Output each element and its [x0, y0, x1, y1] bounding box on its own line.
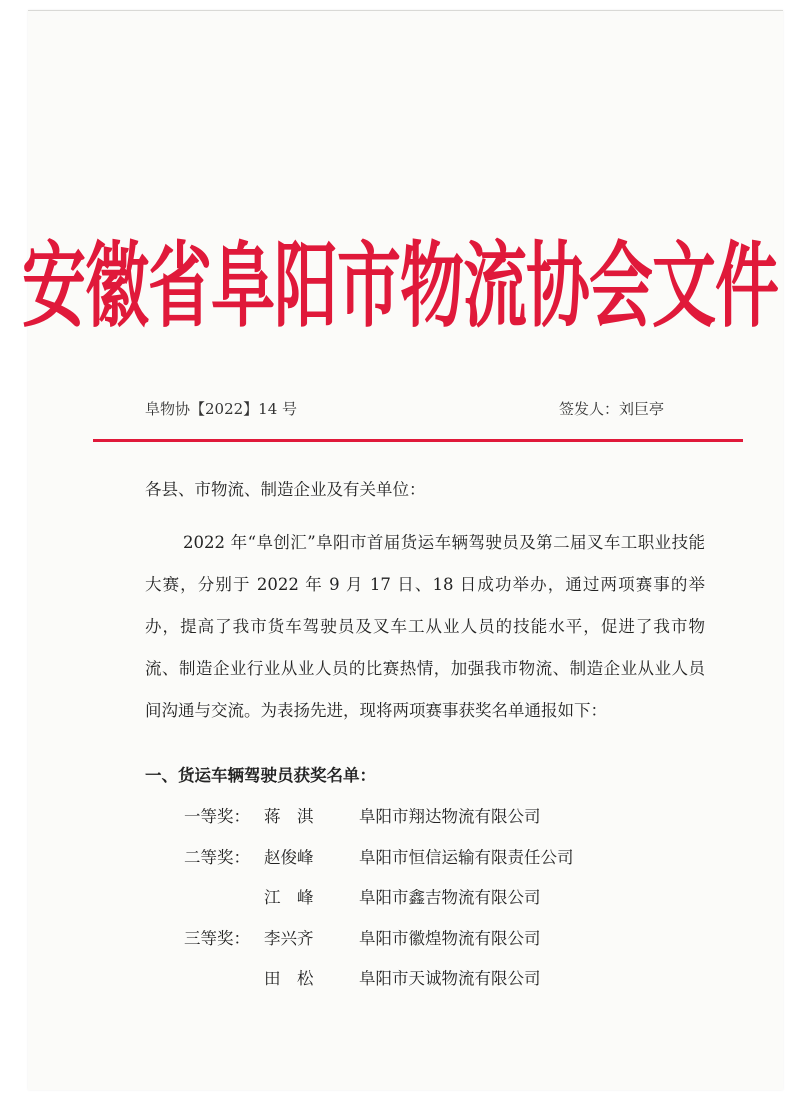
award-level: 三等奖： — [184, 928, 250, 948]
body-paragraph: 2022 年“阜创汇”阜阳市首届货运车辆驾驶员及第二届叉车工职业技能大赛，分别于 2022 年 9 月 17 日、18 日成功举办，通过两项赛事的举办，提高了我市货车驾驶员及叉车工从业人员的技能水平，促进了我市物流、制造企业行业从业人员的比赛热情，加强我市物流、制造企业从业人员间沟通与交流。为表扬先进，现将两项赛事获奖名单通报如下： — [145, 533, 705, 720]
red-divider-line — [93, 439, 743, 442]
winner-row — [0, 967, 800, 1008]
award-level: 一等奖： — [184, 807, 250, 826]
winner-name: 蒋 淇 — [264, 807, 314, 826]
winner-row — [0, 846, 800, 887]
winner-list — [0, 805, 800, 1008]
winner-name: 李兴齐 — [264, 928, 314, 948]
winner-company: 阜阳市徽煌物流有限公司 — [359, 928, 541, 948]
winner-company: 阜阳市翔达物流有限公司 — [359, 807, 541, 826]
document-masthead-title: 安徽省阜阳市物流协会文件 — [22, 232, 778, 342]
signer-label: 签发人：刘巨亭 — [559, 400, 665, 418]
winner-row — [0, 927, 800, 968]
winner-name: 田 松 — [264, 969, 314, 988]
section-heading: 一、货运车辆驾驶员获奖名单： — [145, 766, 376, 785]
winner-company: 阜阳市鑫吉物流有限公司 — [359, 888, 541, 907]
winner-name: 江 峰 — [264, 888, 314, 907]
winner-company: 阜阳市恒信运输有限责任公司 — [359, 847, 574, 867]
page-top-edge — [28, 10, 783, 11]
winner-company: 阜阳市天诚物流有限公司 — [359, 969, 541, 988]
winner-name: 赵俊峰 — [264, 847, 314, 867]
winner-row — [0, 805, 800, 846]
winner-row — [0, 886, 800, 927]
document-number: 阜物协【2022】14 号 — [145, 400, 298, 418]
salutation: 各县、市物流、制造企业及有关单位： — [145, 480, 426, 499]
award-level: 二等奖： — [184, 847, 250, 867]
